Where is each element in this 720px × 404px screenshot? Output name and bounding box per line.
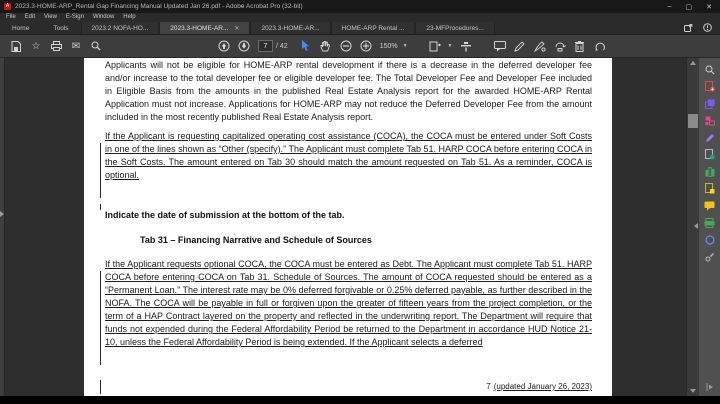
zoom-level-value[interactable]: 150% <box>379 42 398 50</box>
tab-document-2-active[interactable]: 2023.3-HOME-AR... ✕ <box>159 22 250 34</box>
close-button[interactable]: ✕ <box>706 3 712 11</box>
change-bar <box>100 204 101 210</box>
zoom-in-icon[interactable] <box>358 38 374 54</box>
comment-icon[interactable] <box>492 38 508 54</box>
page-fit-caret-icon[interactable]: ▼ <box>447 43 453 49</box>
page-number-input[interactable] <box>258 40 273 52</box>
change-bar <box>100 271 101 365</box>
menu-window[interactable]: Window <box>92 14 115 20</box>
protect-icon[interactable] <box>702 231 718 248</box>
find-icon[interactable] <box>88 38 104 54</box>
read-mode-icon[interactable] <box>458 38 474 54</box>
page-footer <box>486 382 592 391</box>
heading-tab-31: Tab 31 – Financing Narrative and Schedule of Sources <box>140 235 372 245</box>
next-page-icon[interactable] <box>236 38 252 54</box>
hand-tool-icon[interactable] <box>318 38 334 54</box>
zoom-out-icon[interactable] <box>338 38 354 54</box>
window-title: 2023.3-HOME-ARP_Rental Gap Financing Manual Updated Jan 26.pdf - Adobe Acrobat Pro (32-bit) <box>15 3 303 10</box>
create-pdf-icon[interactable] <box>702 95 718 112</box>
paragraph-coca-debt: If the Applicant requests optional COCA, the COCA must be entered as Debt. The Applicant must complete Tab 51. HARP COCA before entering COCA on Tab 31. Schedule of Sources. The amount of COCA requested should be entered as a “Permanent Loan.” The interest rate may be 0% deferred forgivable or 0.25% deferred payable, as further described in the NOFA. The COCA will be payable in full or forgiven upon the greater of fifteen years from the project completion, or the term of a HAP Contract layered on the property and reflected in the underwriting report. The Department will require that funds not expended during the Federal Affordability Period be returned to the Department in accordance HUD Notice 21-10, unless the Federal Affordability Period is being extended. If the Applicant selects a deferred <box>105 259 592 347</box>
document-canvas <box>0 58 720 396</box>
zoom-dropdown-caret-icon[interactable]: ▼ <box>402 43 408 49</box>
left-nav-pane-collapsed[interactable] <box>0 58 5 396</box>
delete-icon[interactable] <box>572 38 588 54</box>
title-bar <box>0 0 720 13</box>
request-signatures-icon[interactable] <box>702 146 718 163</box>
tab-document-3[interactable]: 2023.3-HOME-AR... <box>250 22 330 34</box>
email-icon[interactable]: ✉ <box>71 40 81 52</box>
footer-updated-note: (updated January 26, 2023) <box>493 382 592 391</box>
heading-date-of-submission: Indicate the date of submission at the bottom of the tab. <box>105 210 345 220</box>
tab-close-icon[interactable]: ✕ <box>234 25 240 32</box>
page-fit-icon[interactable] <box>427 38 443 54</box>
panel-collapse-icon[interactable] <box>694 223 698 229</box>
tab-tools[interactable]: Tools <box>53 24 69 32</box>
export-pdf-icon[interactable] <box>702 78 718 95</box>
menu-file[interactable]: File <box>6 14 16 20</box>
menu-help[interactable]: Help <box>123 14 136 20</box>
minimize-button[interactable]: – <box>667 2 672 10</box>
right-tools-panel <box>698 58 720 396</box>
menu-bar <box>0 13 720 22</box>
page-count-label: / 42 <box>276 42 288 50</box>
organize-pages-icon[interactable] <box>702 180 718 197</box>
tab-home[interactable]: Home <box>12 24 30 32</box>
change-bar <box>100 143 101 198</box>
combine-files-icon[interactable] <box>702 163 718 180</box>
panel-expand-icon[interactable] <box>699 383 720 391</box>
save-icon[interactable] <box>8 38 24 54</box>
menu-edit[interactable]: Edit <box>24 14 36 20</box>
search-tool-icon[interactable] <box>702 61 718 78</box>
undo-icon[interactable] <box>592 38 608 54</box>
stamp-icon[interactable] <box>552 38 568 54</box>
edit-pdf-icon[interactable] <box>702 112 718 129</box>
paragraph-coca-soft-costs: If the Applicant is requesting capitalized operating cost assistance (COCA), the COCA must be entered under Soft Costs in one of the lines shown as “Other (specify).” The Applicant must complete Tab 51. HARP COCA before entering COCA in the Soft Costs. The amount entered on Tab 30 should match the amount requested on Tab 51. As a reminder, COCA is optional. <box>105 131 592 180</box>
scrollbar-thumb[interactable] <box>688 114 698 128</box>
tab-document-4[interactable]: HOME-ARP Rental ... <box>331 22 416 34</box>
favorites-star-icon[interactable]: ☆ <box>31 40 41 52</box>
share-icon[interactable] <box>684 19 693 37</box>
bottom-bar <box>0 396 720 404</box>
comment-tool-icon[interactable] <box>702 197 718 214</box>
pdf-page <box>84 58 612 396</box>
pencil-edit-icon[interactable] <box>512 38 528 54</box>
paragraph-developer-fee: Applicants will not be eligible for HOME-ARP rental development if there is a decrease in the deferred developer fee and/or increase to the total developer fee or eligible developer fee. The Total Developer Fee and Developer Fee included in Eligible Basis from the amounts in the published Real Estate Analysis report for the awarded HOME-ARP Rental Application must not increase. Applications for HOME-ARP may not reduce the Deferred Developer Fee from the amount included in the most recently published Real Estate Analysis report. <box>105 60 592 122</box>
fill-sign-icon[interactable] <box>532 38 548 54</box>
tab-document-1[interactable]: 2023.2 NOFA-HO... <box>81 22 160 34</box>
menu-esign[interactable]: E-Sign <box>65 14 84 20</box>
tab-document-5[interactable]: 23-MFProcedures... <box>415 22 494 34</box>
menu-view[interactable]: View <box>44 14 57 20</box>
acrobat-logo-icon: A <box>5 3 10 9</box>
notifications-icon[interactable] <box>703 19 712 37</box>
footer-page-number: 7 <box>486 382 491 391</box>
more-tools-icon[interactable] <box>702 248 718 265</box>
fill-sign-tool-icon[interactable] <box>702 129 718 146</box>
scan-ocr-icon[interactable] <box>702 214 718 231</box>
select-tool-icon[interactable] <box>298 38 314 54</box>
text-cursor-bar <box>100 380 101 394</box>
print-icon[interactable] <box>48 38 64 54</box>
maximize-button[interactable]: ▢ <box>685 3 693 11</box>
left-pane-expand-icon[interactable] <box>0 211 4 217</box>
tab-bar <box>0 22 720 35</box>
previous-page-icon[interactable] <box>216 38 232 54</box>
main-toolbar <box>0 35 720 58</box>
